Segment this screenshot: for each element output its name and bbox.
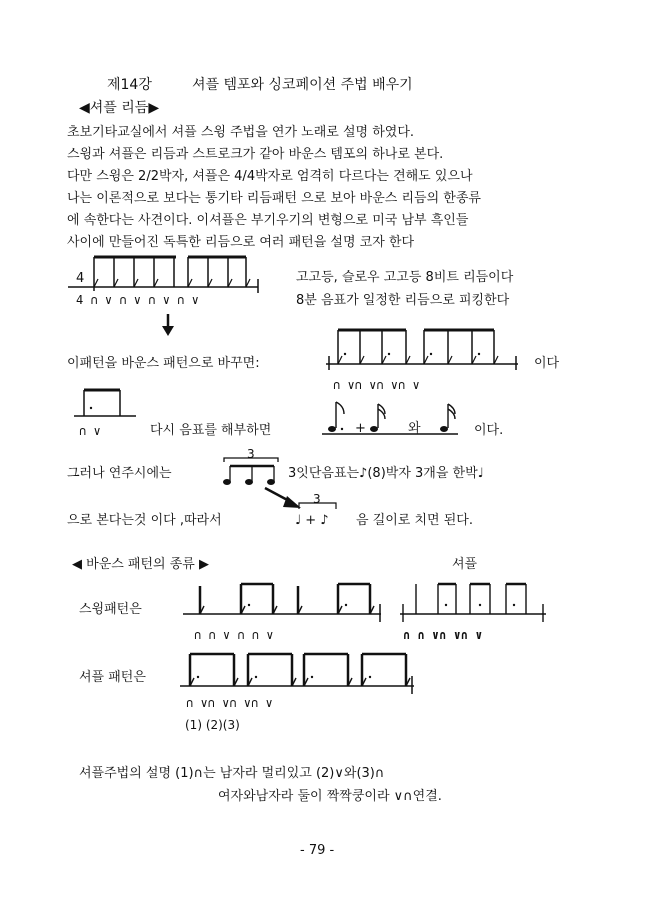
- decompose-and: 와: [408, 421, 421, 436]
- section-title: ◀셔플 리듬▶: [79, 100, 160, 116]
- page-title: 셔플 템포와 싱코페이션 주법 배우기: [192, 77, 413, 93]
- shuffle-strokes: ∩ ∨∩ ∨∩ ∨∩ ∨: [186, 696, 273, 710]
- swing-strokes: ∩ ∩ ∨ ∩ ∩ ∨: [194, 628, 274, 642]
- note-breakdown: [322, 400, 462, 440]
- eighth-strokes: 4 ∩ ∨ ∩ ∨ ∩ ∨ ∩ ∨: [76, 293, 199, 307]
- intro-line: 다만 스윙은 2/2박자, 셔플은 4/4박자로 엄격히 다르다는 견해도 있으나: [67, 169, 473, 184]
- eighth-note-staff: [68, 253, 268, 293]
- lesson-number: 제14강: [107, 77, 152, 93]
- triplet-text-2: 3잇단음표는♪(8)박자 3개을 한박♩: [288, 466, 484, 481]
- triplet-notes: [222, 456, 282, 486]
- conclusion-notes: ♩ + ♪: [295, 513, 329, 528]
- time-signature: 4: [76, 271, 85, 286]
- explanation-line-1: 셔플주법의 설명 (1)∩는 남자라 멀리있고 (2)∨와(3)∩: [79, 766, 385, 781]
- shuffle-pattern-staff: [180, 650, 416, 694]
- shuffle-right-strokes: ∩ ∩ ∨∩ ∨∩ ∨: [403, 628, 483, 642]
- shuffle-heading: 셔플: [452, 557, 478, 572]
- intro-line: 사이에 만들어진 독특한 리듬으로 여러 패턴을 설명 코자 한다: [67, 235, 415, 250]
- conclusion-text-2: 음 길이로 치면 된다.: [356, 513, 473, 528]
- diagonal-arrow-icon: [263, 486, 303, 510]
- decompose-suffix: 이다.: [474, 423, 504, 438]
- swing-pattern-staff: [183, 578, 383, 622]
- eighth-desc-2: 8분 음표가 일정한 리듬으로 피킹한다: [296, 293, 510, 308]
- conclusion-triplet-number: 3: [313, 492, 321, 506]
- intro-line: 에 속한다는 사견이다. 이셔플은 부기우기의 변형으로 미국 남부 흑인들: [67, 213, 469, 228]
- decompose-strokes: ∩ ∨: [79, 424, 101, 438]
- bounce-types-heading: ◀ 바운스 패턴의 종류 ▶: [72, 557, 209, 572]
- conclusion-bracket: [298, 502, 338, 510]
- dotted-note-staff: [74, 388, 140, 422]
- triplet-text-1: 그러나 연주시에는: [67, 466, 172, 481]
- shuffle-right-staff: [400, 578, 550, 622]
- intro-line: 초보기타교실에서 셔플 스윙 주법을 연가 노래로 설명 하였다.: [67, 125, 415, 140]
- conclusion-text-1: 으로 본다는것 이다 ,따라서: [67, 513, 222, 528]
- bounce-convert-suffix: 이다: [534, 356, 560, 371]
- swing-pattern-label: 스윙패턴은: [79, 602, 142, 617]
- bounce-staff: [326, 326, 526, 372]
- bounce-strokes: ∩ ∨∩ ∨∩ ∨∩ ∨: [333, 378, 420, 392]
- decompose-plus: +: [355, 421, 366, 436]
- intro-line: 스윙과 셔플은 리듬과 스트로크가 같아 바운스 템포의 하나로 본다.: [67, 147, 444, 162]
- decompose-label: 다시 음표를 해부하면: [150, 423, 272, 438]
- bounce-convert-label: 이패턴을 바운스 패턴으로 바꾸면:: [67, 356, 260, 371]
- shuffle-pattern-label: 셔플 패턴은: [79, 670, 146, 685]
- down-arrow-icon: [161, 314, 175, 338]
- intro-line: 나는 이론적으로 보다는 통기타 리듬패턴 으로 보아 바운스 리듬의 한종류: [67, 191, 481, 206]
- shuffle-numbers: (1) (2)(3): [185, 718, 240, 732]
- eighth-desc-1: 고고등, 슬로우 고고등 8비트 리듬이다: [296, 270, 514, 285]
- triplet-number: 3: [247, 447, 255, 461]
- explanation-line-2: 여자와남자라 둘이 짝짝쿵이라 ∨∩연결.: [218, 789, 442, 804]
- page-number: - 79 -: [300, 843, 335, 858]
